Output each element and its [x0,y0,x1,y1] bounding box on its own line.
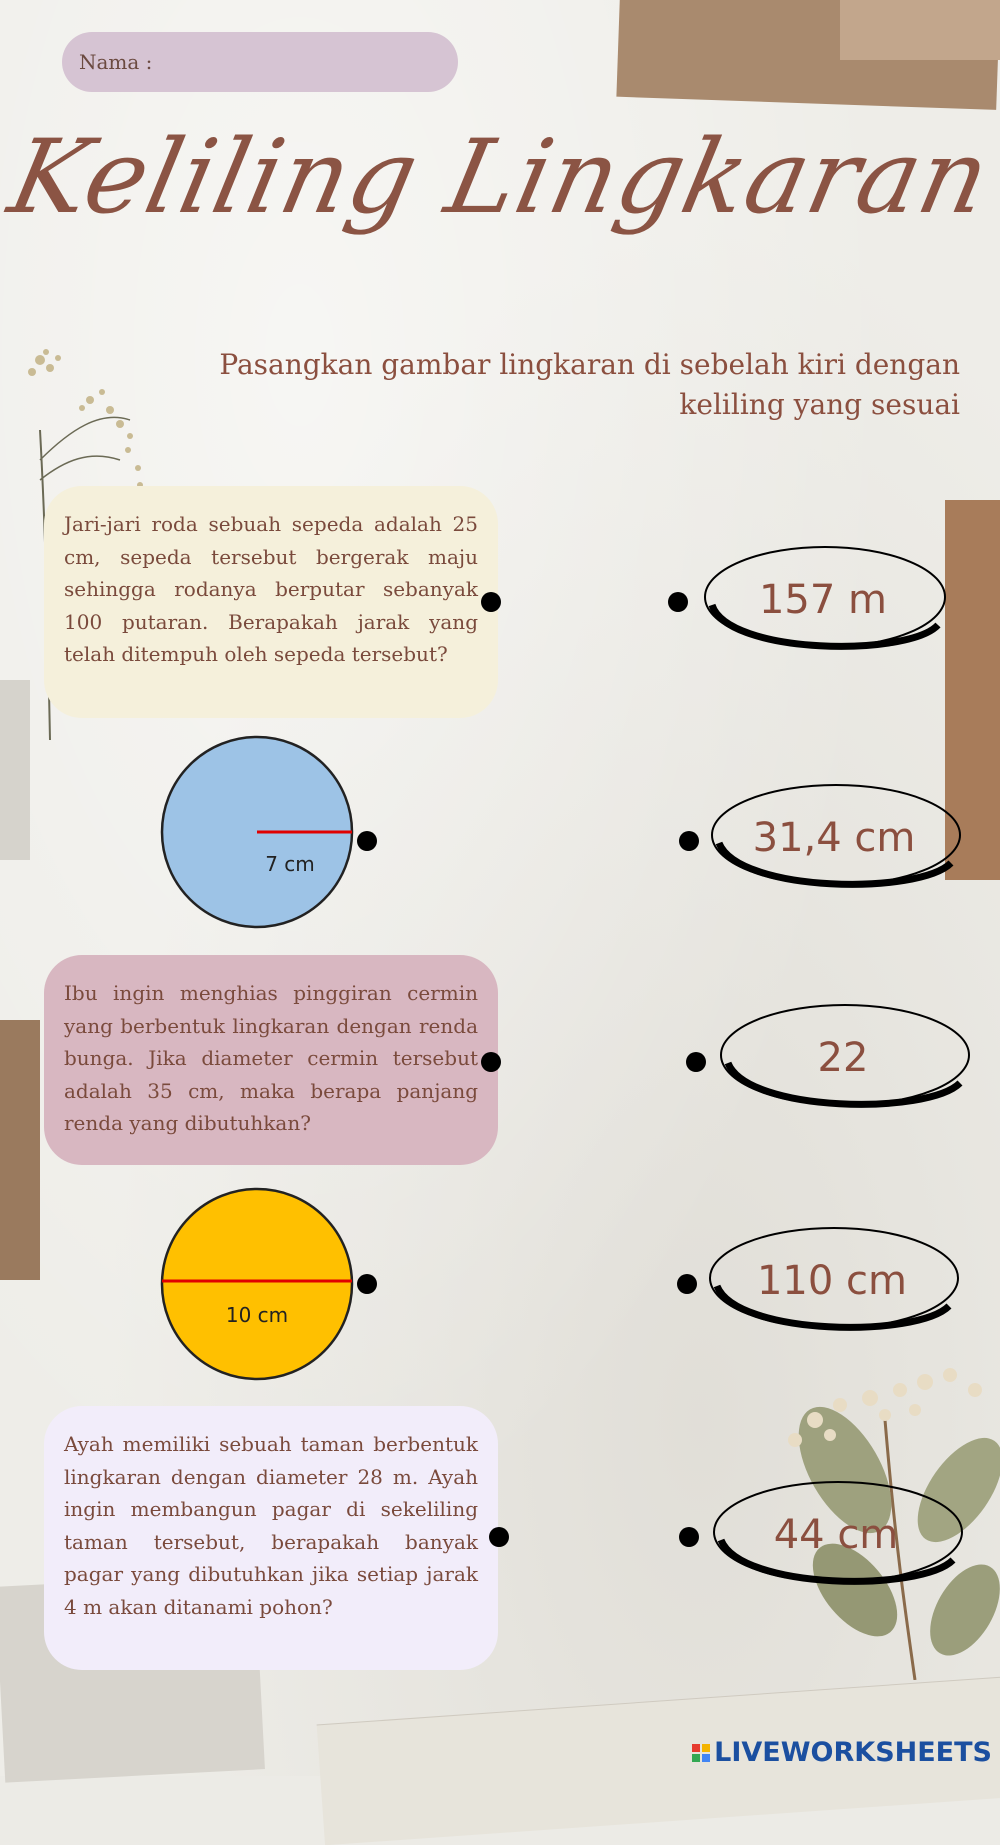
decorative-tape-top-light [840,0,1000,60]
answer-2-text: 31,4 cm [752,815,916,861]
answer-1-connector-dot[interactable] [668,592,688,612]
answer-4-text: 110 cm [756,1258,908,1304]
circle-diameter-figure [160,1187,360,1387]
answer-4-oval [697,1226,967,1336]
instruction-text [180,345,960,425]
radius-label: 7 cm [265,852,315,876]
name-label: Nama : [79,50,153,74]
question-2-connector-dot[interactable] [357,831,377,851]
answer-2-connector-dot[interactable] [679,831,699,851]
question-3-connector-dot[interactable] [481,1052,501,1072]
question-1-card: Jari-jari roda sebuah sepeda adalah 25 cm, sepeda tersebut bergerak maju sehingga rodanya berputar sebanyak 100 putaran. Berapakah jarak yang telah ditempuh oleh sepeda tersebut? [44,486,498,718]
question-5-card: Ayah memiliki sebuah taman berbentuk lingkaran dengan diameter 28 m. Ayah ingin membangun pagar di sekeliling taman tersebut, berapakah banyak pagar yang dibutuhkan jika setiap jarak 4 m akan ditanami pohon? [44,1406,498,1670]
answer-3-oval [708,1003,978,1113]
answer-5-oval [701,1480,971,1590]
answer-3-connector-dot[interactable] [686,1052,706,1072]
question-3-card: Ibu ingin menghias pinggiran cermin yang berbentuk lingkaran dengan renda bunga. Jika diameter cermin tersebut adalah 35 cm, maka berapa panjang renda yang dibutuhkan? [44,955,498,1165]
question-1-connector-dot[interactable] [481,592,501,612]
circle-radius-figure [160,735,360,935]
answer-2-oval [699,783,969,893]
answer-5-connector-dot[interactable] [679,1527,699,1547]
decorative-tape-left [0,1020,40,1280]
question-5-connector-dot[interactable] [489,1527,509,1547]
diameter-label: 10 cm [225,1303,289,1327]
answer-4-connector-dot[interactable] [677,1274,697,1294]
instruction-line-1: Pasangkan gambar lingkaran di sebelah kiri dengan [219,348,960,381]
answer-5-text: 44 cm [773,1512,899,1558]
question-4-connector-dot[interactable] [357,1274,377,1294]
answer-3-text: 22 [817,1035,869,1081]
page-title: Keliling Lingkaran [0,118,1000,237]
brand-text: LIVEWORKSHEETS [714,1737,992,1768]
instruction-line-2: keliling yang sesuai [679,388,960,421]
answer-1-oval [688,545,958,655]
answer-1-text: 157 m [758,577,888,623]
name-field[interactable] [62,32,458,92]
liveworksheets-logo [692,1737,992,1768]
liveworksheets-mark-icon [692,1744,710,1762]
